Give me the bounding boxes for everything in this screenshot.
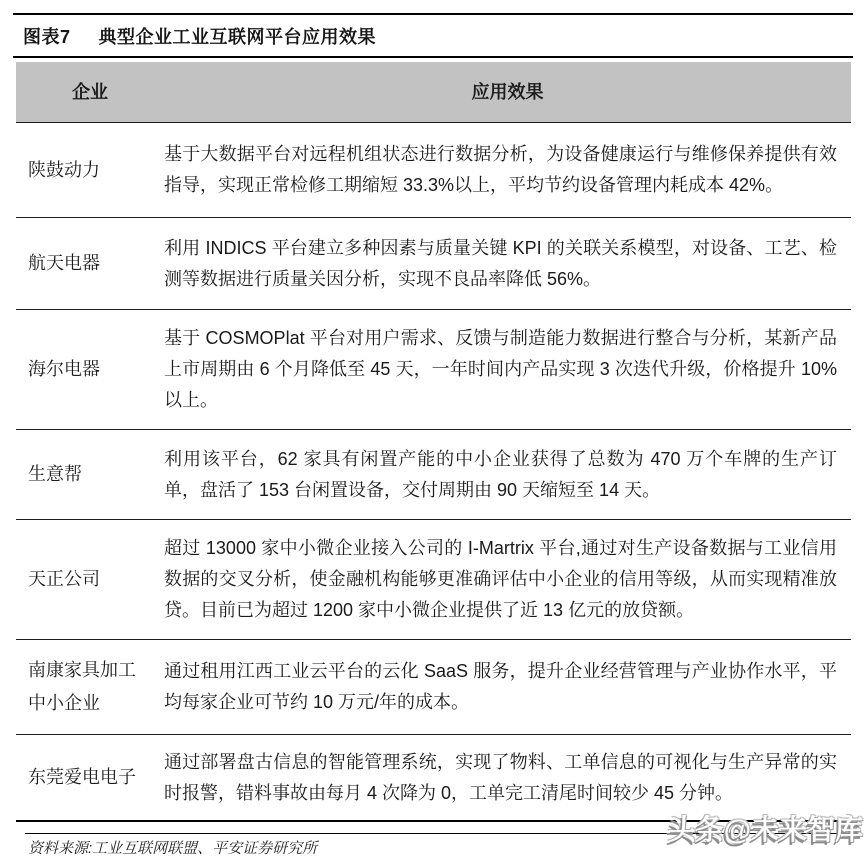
figure-label: 图表7	[23, 27, 71, 47]
table-row	[16, 640, 851, 735]
header-company: 企业	[72, 81, 108, 102]
table-row	[16, 310, 851, 430]
effect-text: 利用 INDICS 平台建立多种因素与质量关键 KPI 的关联关系模型，对设备、工艺、检测等数据进行质量关因分析，实现不良品率降低 56%。	[164, 237, 837, 289]
company-name: 海尔电器	[28, 359, 100, 379]
company-name: 天正公司	[28, 569, 100, 589]
company-name: 陕鼓动力	[28, 159, 100, 180]
effect-text: 利用该平台，62 家具有闲置产能的中小企业获得了总数为 470 万个车牌的生产订单，盘活了 153 台闲置设备，交付周期由 90 天缩短至 14 天。	[164, 448, 837, 500]
application-effects-table	[16, 62, 851, 822]
table-row	[16, 123, 851, 218]
effect-text: 基于 COSMOPlat 平台对用户需求、反馈与制造能力数据进行整合与分析，某新产品上市周期由 6 个月降低至 45 天，一年时间内产品实现 3 次迭代升级，价格提升 10%以上。	[164, 328, 837, 410]
effect-text: 通过租用江西工业云平台的云化 SaaS 服务，提升企业经营管理与产业协作水平，平均每家企业可节约 10 万元/年的成本。	[164, 661, 837, 712]
effect-text: 超过 13000 家中小微企业接入公司的 I-Martrix 平台,通过对生产设备数据与工业信用数据的交叉分析，使金融机构能够更准确评估中小企业的信用等级，从而实现精准放贷。目前已为超过 1200 家中小微企业提供了近 13 亿元的放贷额。	[164, 538, 837, 620]
header-effect: 应用效果	[471, 81, 544, 102]
effect-text: 基于大数据平台对远程机组状态进行数据分析，为设备健康运行与维修保养提供有效指导，实现正常检修工期缩短 33.3%以上，平均节约设备管理内耗成本 42%。	[164, 144, 837, 195]
company-name: 航天电器	[28, 253, 100, 273]
company-name: 南康家具加工中小企业	[28, 660, 136, 713]
company-name: 东莞爱电电子	[28, 767, 136, 787]
table-row	[16, 430, 851, 520]
watermark: 头条@未来智库	[667, 814, 863, 845]
figure-title	[0, 15, 867, 56]
title-bottom-rule	[13, 56, 853, 58]
figure-title-text: 典型企业工业互联网平台应用效果	[98, 27, 377, 47]
table-row	[16, 218, 851, 310]
table-row	[16, 520, 851, 640]
effect-text: 通过部署盘古信息的智能管理系统，实现了物料、工单信息的可视化与生产异常的实时报警，错料事故由每月 4 次降为 0，工单完工清尾时间较少 45 分钟。	[164, 751, 837, 803]
company-name: 生意帮	[28, 464, 82, 484]
table-header-row	[16, 62, 851, 123]
source-note: 资料来源:工业互联网联盟、平安证券研究所	[25, 833, 851, 860]
